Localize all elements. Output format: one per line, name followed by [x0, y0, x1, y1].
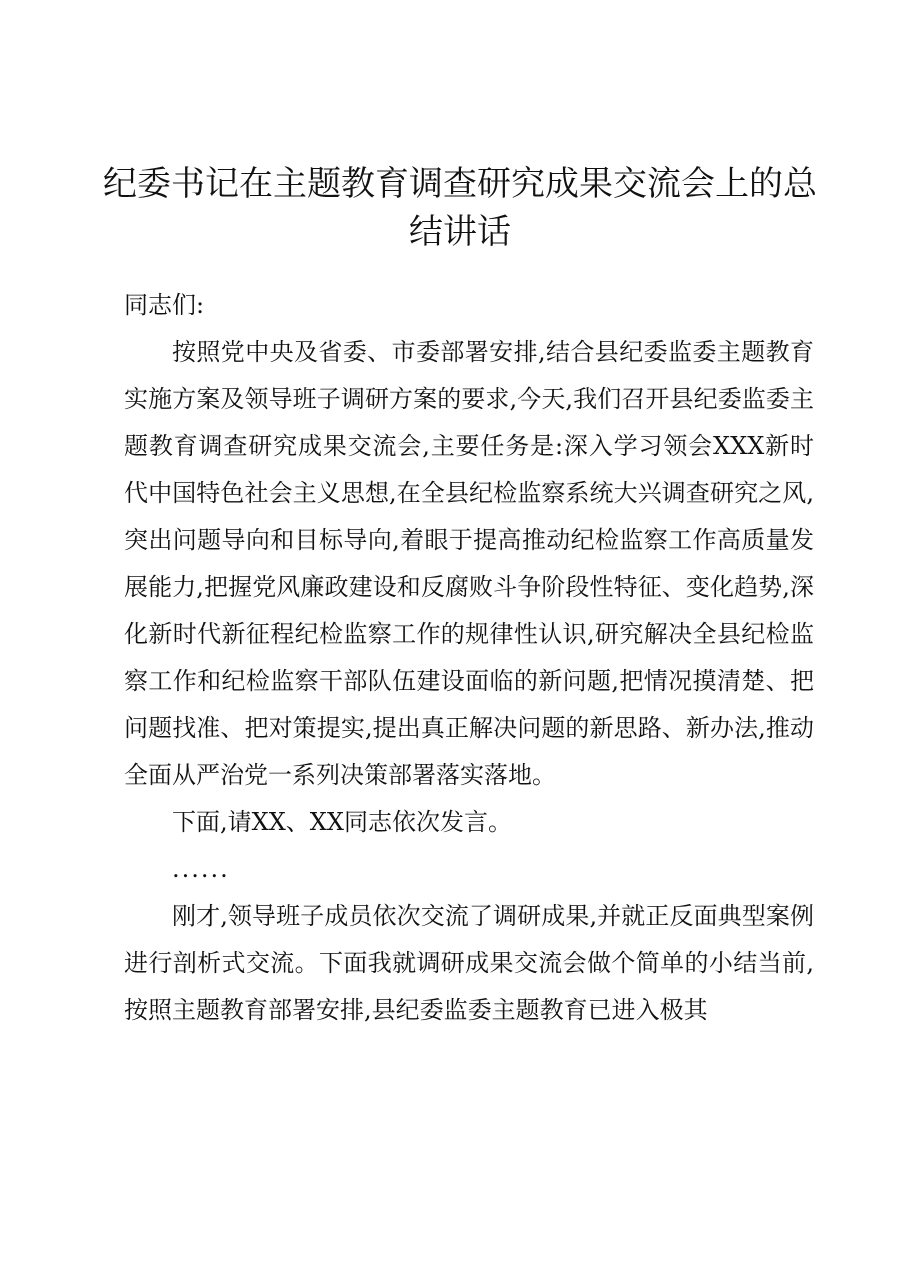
salutation: 同志们: [124, 291, 205, 319]
document-title: 纪委书记在主题教育调查研究成果交流会上的总结讲话 [103, 164, 817, 252]
paragraph-intro: 按照党中央及省委、市委部署安排,结合县纪委监委主题教育实施方案及领导班子调研方案的要求,今天,我们召开县纪委监委主题教育调查研究成果交流会,主要任务是:深入学习领会XXX新时代中国特色社会主义思想,在全县纪检监察系统大兴调查研究之风,突出问题导向和目标导向,着眼于提高推动纪检监察工作高质量发展能力,把握党风廉政建设和反腐败斗争阶段性特征、变化趋势,深化新时代新征程纪检监察工作的规律性认识,研究解决全县纪检监察工作和纪检监察干部队伍建设面临的新问题,把情况摸清楚、把问题找准、把对策提实,提出真正解决问题的新思路、新办法,推动全面从严治党一系列决策部署落实落地。 [124, 338, 814, 789]
paragraph-summary: 刚才,领导班子成员依次交流了调研成果,并就正反面典型案例进行剖析式交流。下面我就调研成果交流会做个简单的小结当前,按照主题教育部署安排,县纪委监委主题教育已进入极其 [124, 902, 814, 1024]
document-body [124, 282, 814, 1034]
paragraph-speakers: 下面,请XX、XX同志依次发言。 [172, 808, 512, 836]
paragraph-ellipsis: ...... [172, 855, 230, 883]
